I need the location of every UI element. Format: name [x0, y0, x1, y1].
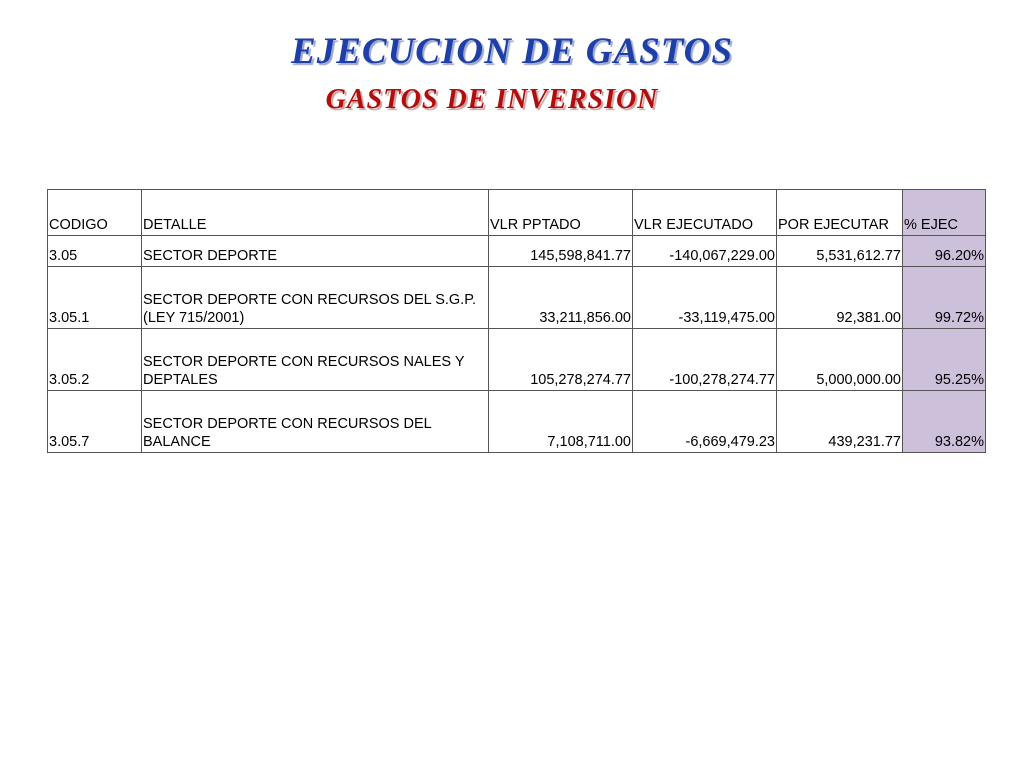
- header-vlr-ejecutado: VLR EJECUTADO: [633, 190, 777, 236]
- cell-vlr-pptado: 145,598,841.77: [489, 236, 633, 267]
- page-title: EJECUCION DE GASTOS: [291, 31, 733, 72]
- cell-detalle: SECTOR DEPORTE CON RECURSOS DEL BALANCE: [142, 391, 489, 453]
- cell-pct-ejec: 99.72%: [903, 267, 986, 329]
- cell-pct-ejec: 96.20%: [903, 236, 986, 267]
- header-pct-ejec: % EJEC: [903, 190, 986, 236]
- cell-codigo: 3.05.2: [48, 329, 142, 391]
- budget-table: [47, 189, 986, 453]
- cell-por-ejecutar: 5,531,612.77: [777, 236, 903, 267]
- cell-codigo: 3.05.1: [48, 267, 142, 329]
- table-row: [48, 267, 986, 329]
- cell-vlr-ejecutado: -140,067,229.00: [633, 236, 777, 267]
- cell-vlr-pptado: 7,108,711.00: [489, 391, 633, 453]
- cell-vlr-ejecutado: -6,669,479.23: [633, 391, 777, 453]
- cell-vlr-ejecutado: -100,278,274.77: [633, 329, 777, 391]
- header-detalle: DETALLE: [142, 190, 489, 236]
- cell-por-ejecutar: 92,381.00: [777, 267, 903, 329]
- table-header-row: [48, 190, 986, 236]
- header-codigo: CODIGO: [48, 190, 142, 236]
- cell-detalle: SECTOR DEPORTE CON RECURSOS DEL S.G.P. (LEY 715/2001): [142, 267, 489, 329]
- cell-detalle: SECTOR DEPORTE CON RECURSOS NALES Y DEPTALES: [142, 329, 489, 391]
- cell-codigo: 3.05.7: [48, 391, 142, 453]
- table-row: [48, 236, 986, 267]
- header-vlr-pptado: VLR PPTADO: [489, 190, 633, 236]
- header-por-ejecutar: POR EJECUTAR: [777, 190, 903, 236]
- table-row: [48, 391, 986, 453]
- cell-codigo: 3.05: [48, 236, 142, 267]
- cell-vlr-pptado: 33,211,856.00: [489, 267, 633, 329]
- cell-pct-ejec: 95.25%: [903, 329, 986, 391]
- cell-pct-ejec: 93.82%: [903, 391, 986, 453]
- cell-detalle: SECTOR DEPORTE: [142, 236, 489, 267]
- page-subtitle: GASTOS DE INVERSION: [325, 84, 659, 115]
- cell-vlr-ejecutado: -33,119,475.00: [633, 267, 777, 329]
- table-row: [48, 329, 986, 391]
- cell-por-ejecutar: 5,000,000.00: [777, 329, 903, 391]
- cell-por-ejecutar: 439,231.77: [777, 391, 903, 453]
- cell-vlr-pptado: 105,278,274.77: [489, 329, 633, 391]
